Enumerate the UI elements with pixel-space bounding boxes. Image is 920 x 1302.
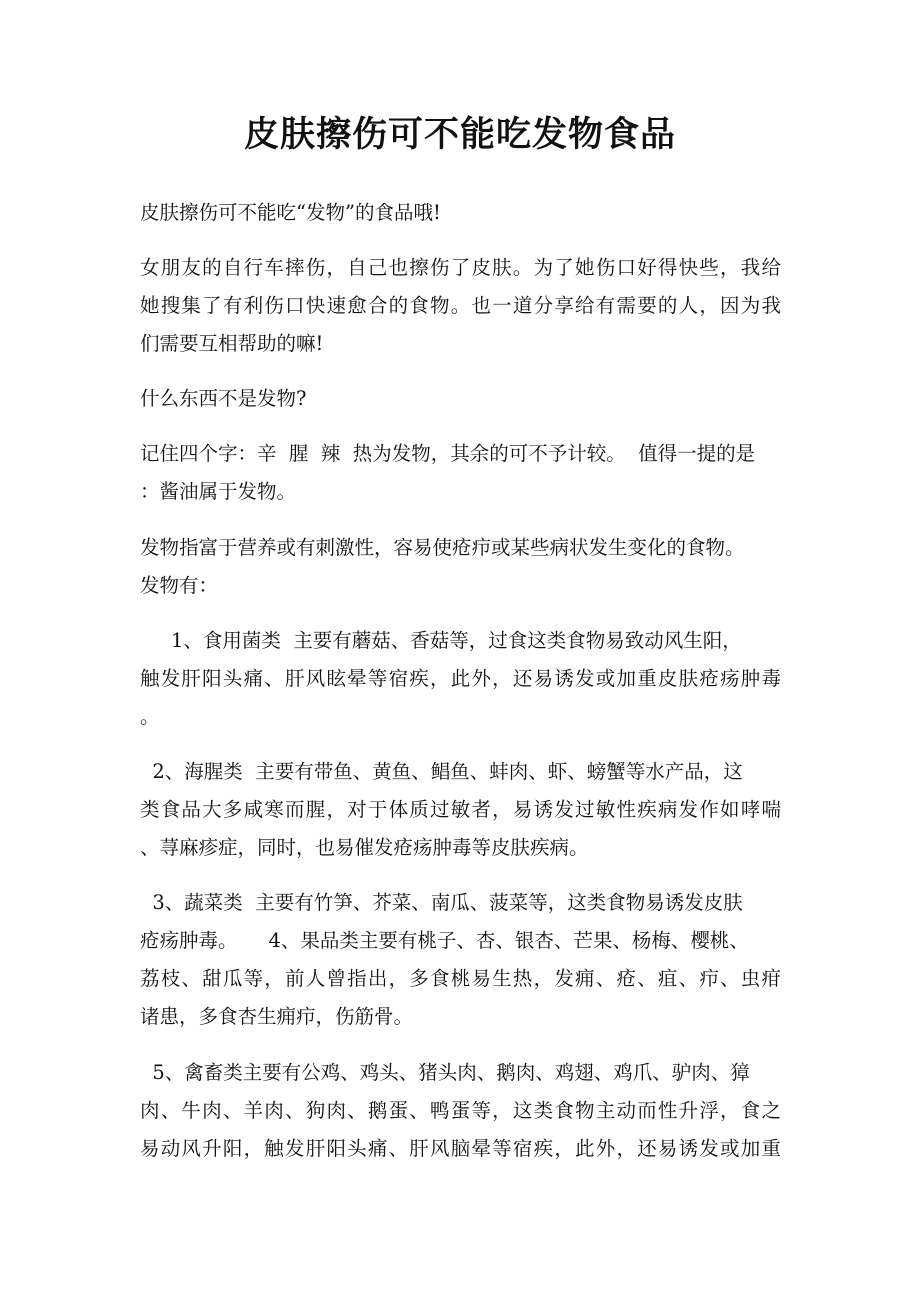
text-line: 发物指富于营养或有刺激性，容易使疮疖或某些病状发生变化的食物。 — [140, 536, 745, 559]
text-line: 皮肤擦伤可不能吃“发物”的食品哦! — [140, 201, 441, 224]
text-line: 她搜集了有利伤口快速愈合的食物。也一道分享给有需要的人，因为我 — [140, 294, 781, 317]
text-line: 什么东西不是发物? — [140, 387, 307, 410]
text-line: 肉、牛肉、羊肉、狗肉、鹅蛋、鸭蛋等，这类食物主动而性升浮，食之 — [140, 1099, 781, 1122]
text-line: 们需要互相帮助的嘛! — [140, 332, 324, 355]
text-line: 5、禽畜类主要有公鸡、鸡头、猪头肉、鹅肉、鸡翅、鸡爪、驴肉、獐 — [140, 1061, 750, 1084]
text-line: 。 — [140, 705, 160, 728]
text-line: 3、蔬菜类 主要有竹笋、芥菜、南瓜、菠菜等，这类食物易诱发皮肤 — [140, 891, 743, 914]
text-line: 发物有： — [140, 574, 219, 597]
text-line: 荔枝、甜瓜等，前人曾指出，多食桃易生热，发痈、疮、疽、疖、虫疳 — [140, 967, 781, 990]
text-line: 2、海腥类 主要有带鱼、黄鱼、鲳鱼、蚌肉、虾、螃蟹等水产品，这 — [140, 760, 743, 783]
text-line: ：酱油属于发物。 — [140, 480, 297, 503]
text-line: 记住四个字：辛 腥 辣 热为发物，其余的可不予计较。 值得一提的是 — [140, 442, 756, 465]
text-line: 类食品大多咸寒而腥，对于体质过敏者，易诱发过敏性疾病发作如哮喘 — [140, 798, 781, 821]
document-title: 皮肤擦伤可不能吃发物食品 — [243, 114, 676, 155]
text-line: 易动风升阳，触发肝阳头痛、肝风脑晕等宿疾，此外，还易诱发或加重 — [140, 1137, 781, 1160]
text-line: 、荨麻疹症，同时，也易催发疮疡肿毒等皮肤疾病。 — [140, 836, 589, 859]
text-line: 疮疡肿毒。 4、果品类主要有桃子、杏、银杏、芒果、杨梅、樱桃、 — [140, 929, 749, 952]
text-line: 诸患，多食杏生痈疖，伤筋骨。 — [140, 1005, 414, 1028]
text-line: 触发肝阳头痛、肝风眩晕等宿疾，此外，还易诱发或加重皮肤疮疡肿毒 — [140, 667, 781, 690]
text-line: 1、食用菌类 主要有蘑菇、香菇等，过食这类食物易致动风生阳， — [140, 629, 742, 652]
text-line: 女朋友的自行车摔伤，自己也擦伤了皮肤。为了她伤口好得快些，我给 — [140, 256, 781, 279]
